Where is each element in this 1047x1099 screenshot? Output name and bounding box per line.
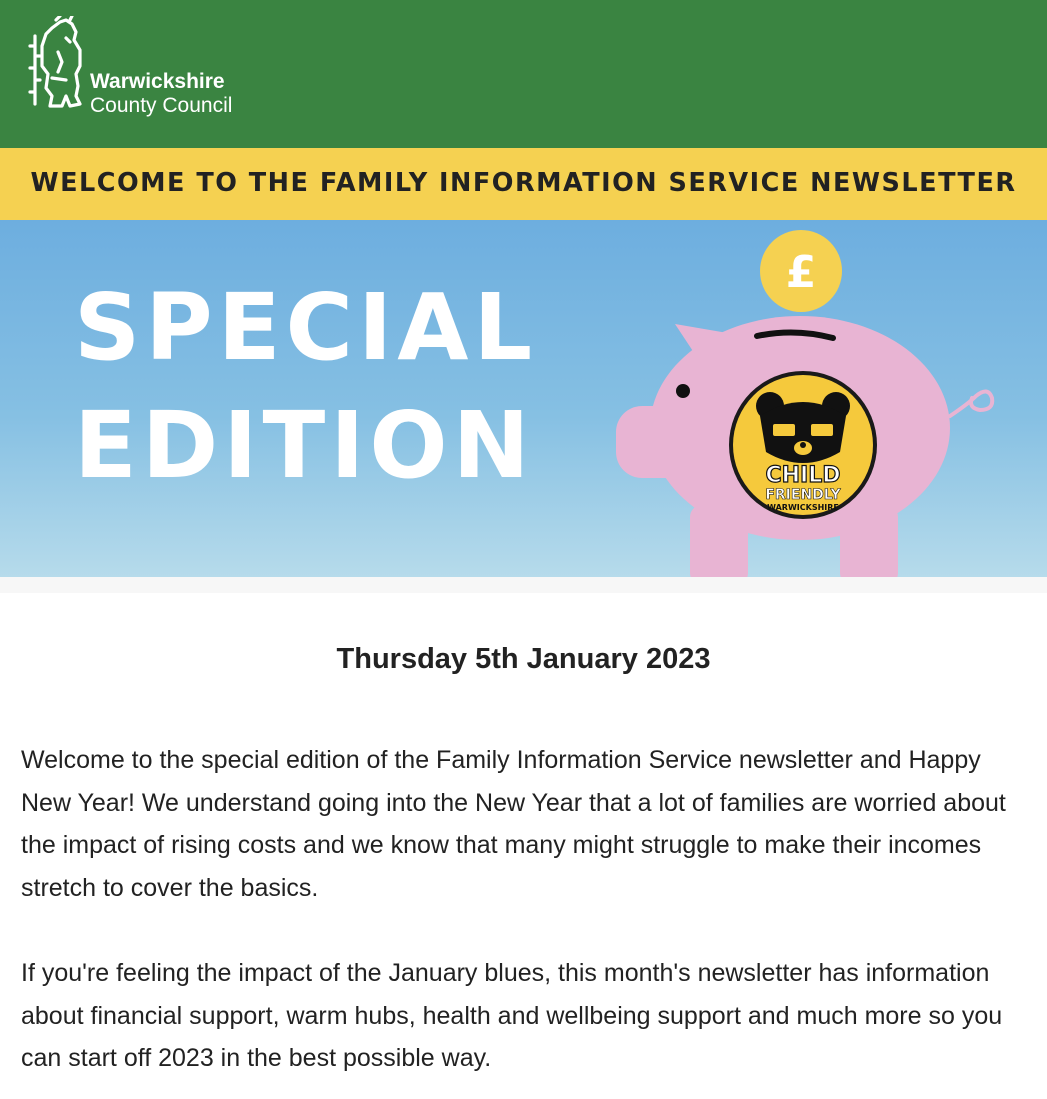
child-friendly-badge <box>729 371 877 519</box>
intro-paragraph: Welcome to the special edition of the Family Information Service newsletter and Happy New Year! We understand going into the New Year that a lot of families are worried about the impact of rising costs and we know that many might struggle to make their incomes stretch to cover the basics. <box>21 746 1006 902</box>
newsletter-date: Thursday 5th January 2023 <box>336 643 711 675</box>
piggy-bank-illustration <box>0 220 1047 577</box>
header-bar <box>0 0 1047 148</box>
badge-line1: CHILD <box>765 463 841 488</box>
logo-name-line: Warwickshire <box>90 70 225 93</box>
logo-subtitle-line: County Council <box>90 94 233 117</box>
badge-line2: FRIENDLY <box>765 487 841 503</box>
section-divider <box>0 577 1047 593</box>
coin-symbol: £ <box>785 247 817 298</box>
bear-with-sunglasses-icon <box>756 392 850 463</box>
council-logo-text <box>90 70 232 118</box>
hero-title-line2: EDITION <box>74 392 535 499</box>
welcome-banner <box>0 148 1047 220</box>
hero-image <box>0 220 1047 577</box>
badge-line3: WARWICKSHIRE <box>767 503 839 512</box>
pound-coin-icon <box>760 230 842 312</box>
hero-title-line1: SPECIAL <box>74 274 538 381</box>
welcome-banner-text: WELCOME TO THE FAMILY INFORMATION SERVICE NEWSLETTER <box>30 168 1017 198</box>
warwickshire-bear-and-ragged-staff-icon <box>26 16 86 112</box>
summary-paragraph: If you're feeling the impact of the January blues, this month's newsletter has information about financial support, warm hubs, health and wellbeing support and much more so you can start off 2023 in the best possible way. <box>21 959 1003 1072</box>
